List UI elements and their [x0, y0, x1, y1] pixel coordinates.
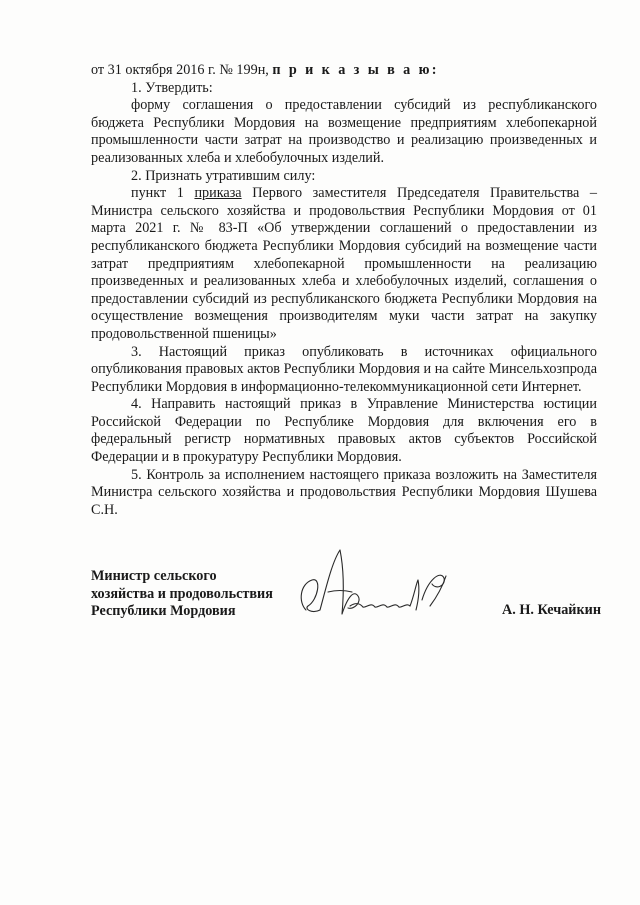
item-2-heading: 2. Признать утратившим силу:	[131, 167, 316, 184]
intro-line	[91, 62, 597, 80]
signatory-title-line: хозяйства и продовольствия	[91, 585, 273, 602]
item-2-text	[91, 185, 597, 343]
handwritten-signature	[292, 540, 452, 630]
item-4-text: 4. Направить настоящий приказ в Управление Министерства юстиции Российской Федерации по Республике Мордовия для включения его в федеральный регистр нормативных правовых актов субъектов Российской Федерации и в прокуратуру Республики Мордовия.	[91, 396, 597, 466]
item-3-text: 3. Настоящий приказ опубликовать в источниках официального опубликования правовых актов Республики Мордовия и на сайте Минсельхозпрода Республики Мордовия в информационно-телекоммуникационной сети Интернет.	[91, 343, 597, 395]
item-5-text: 5. Контроль за исполнением настоящего приказа возложить на Заместителя Министра сельского хозяйства и продовольствия Республики Мордовия Шушева С.Н.	[91, 466, 597, 518]
item-2-text-before: пункт 1	[131, 185, 184, 202]
order-keyword: п р и к а з ы в а ю:	[272, 62, 439, 78]
order-reference-link[interactable]: приказа	[194, 185, 242, 202]
signatory-title	[91, 568, 311, 621]
signatory-title-line: Министр сельского	[91, 568, 217, 584]
item-1-text: форму соглашения о предоставлении субсидий из республиканского бюджета Республики Мордовия на возмещение предприятиям хлебопекарной промышленности части затрат на производство и реализацию произведенных и реализованных хлеба и хлебобулочных изделий.	[91, 97, 597, 166]
item-1-heading: 1. Утвердить:	[131, 79, 213, 96]
document-body	[91, 62, 597, 519]
intro-text: от 31 октября 2016 г. № 199н,	[91, 62, 269, 78]
item-2-text-after: Первого заместителя Председателя Правительства – Министра сельского хозяйства и продовольствия Республики Мордовия от 01 марта 2021 г. № 83-П «Об утверждении соглашений о предоставлении из республиканского бюджета Республики Мордовия субсидий на возмещение части затрат предприятиям хлебопекарной промышленности на реализацию произведенных и реализованных хлеба и хлебобулочных изделий, соглашения о предоставлении субсидий из республиканского бюджета Республики Мордовия на осуществление возмещения производителям муки части затрат на закупку продовольственной пшеницы»	[91, 185, 598, 342]
signatory-name: А. Н. Кечайкин	[502, 602, 601, 618]
signatory-title-line: Республики Мордовия	[91, 603, 236, 620]
